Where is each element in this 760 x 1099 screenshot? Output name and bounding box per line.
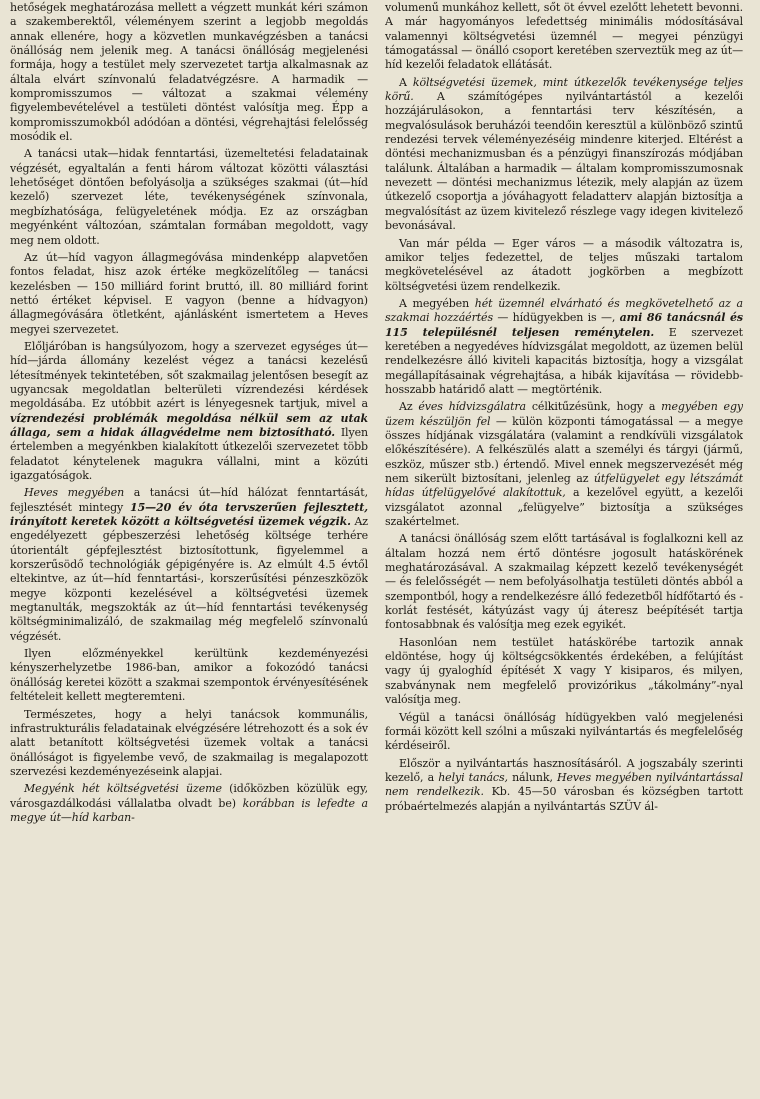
text-run: (időközben közülük egy, városgazdálkodási vállalatba olvadt be) — [10, 782, 368, 810]
text-run: vízrendezési problémák megoldása nélkül sem az utak állaga, sem a hidak állagvédelme nem biztosítható. — [10, 411, 368, 439]
text-run: A — [399, 75, 413, 89]
text-run: Megyénk hét költségvetési üzeme — [24, 782, 222, 796]
paragraph — [385, 1, 743, 73]
text-run: költségvetési üzemek, mint útkezelők tevékenysége teljes körű. — [385, 75, 743, 104]
paragraph — [385, 532, 743, 632]
paragraph — [385, 76, 743, 234]
text-run: Van már példa — Eger város — a második változatra is, amikor teljes fedezettel, de teljes műszaki tartalom megkövetelésével az átadott jogkörben a megbízott költségvetési üzem rendelkezik. — [385, 236, 743, 293]
text-run: Az engedélyezett gépbeszerzési lehetőség költsége terhére útorientált gépfejlesztést biztosítottunk, figyelemmel a korszerűsödő technológiák gépigényére is. Az elmúlt 4.5 évtől eltekintve, az út—híd fenntartási-, korszerűsítési pénzeszközök megye központi kezelésével a költségvetési üzemek megtanulták, megszokták az út—híd fenntartási tevékenység költségminimalizáló, de szakmailag még megfelelő színvonalú végzését. — [10, 515, 368, 643]
text-run: Ilyen értelemben a megyénkben kialakított útkezelői szervezetet több feladatot kénytelenek magukra vállalni, mint a közúti igazgatóságok. — [10, 425, 368, 482]
text-run: a tanácsi út—híd hálózat fenntartását, fejlesztését mintegy — [10, 486, 368, 514]
paragraph — [10, 647, 368, 704]
text-run: 15—20 év óta tervszerűen fejlesztett, irányított keretek között a költségvetési üzemek végzik. — [10, 500, 368, 529]
paragraph — [10, 340, 368, 483]
text-run: Ilyen előzményekkel kerültünk kezdeményezési kényszerhelyzetbe 1986-ban, amikor a fokozódó tanácsi önállóság keretei között a szakmai szempontok érvényesítésének feltételeit kellett megteremteni. — [10, 647, 368, 704]
text-run: a kezelővel együtt, a kezelői vizsgálatot azonnal „felügyelve” biztosítja a szükséges szakértelmet. — [385, 486, 743, 529]
text-run: Heves megyében nyilvántartással nem rendelkezik. — [385, 770, 743, 799]
text-run: Az út—híd vagyon állagmegóvása mindenképp alapvetően fontos feladat, hisz azok értéke megközelítőleg — tanácsi kezelésben — 150 milliárd forint bruttó, ill. 80 milliárd forint nettó értéket képvisel. E vagyon (benne a hídvagyon) állagmegóvására ötletként, ajánlásként ismertetem a Heves megyei szervezetet. — [10, 250, 368, 336]
paragraph — [10, 251, 368, 337]
paragraph — [385, 237, 743, 294]
text-run: Előljáróban is hangsúlyozom, hogy a szervezet egységes út—híd—járda állomány kezelést végez a tanácsi kezelésű létesítmények tekintetében, sőt szakmailag jelentősen besegít az ugyancsak megoldatlan belterületi vízrendezési kérdések megoldásába. Ez utóbbit azért is lényegesnek tartjuk, mivel a — [10, 339, 368, 411]
text-run: éves hídvizsgálatra — [418, 400, 527, 414]
text-run: hét üzemnél elvárható és megkövetelhető az a szakmai hozzáértés — [385, 296, 743, 325]
paragraph — [385, 757, 743, 814]
paragraph — [385, 711, 743, 754]
right-column — [385, 1, 743, 1099]
text-run: — külön központi támogatással — a megye összes hídjának vizsgálatára (valamint a rendkívüli vizsgálatok előkészítésére). A felkészülés alatt a személyi és tárgyi (jármű, eszköz, műszer stb.) értendő. Mivel ennek megszervezését még nem sikerült biztosítani, jelenleg az — [385, 414, 743, 485]
text-run: célkitűzésünk, hogy a — [526, 400, 662, 414]
text-run: A számítógépes nyilvántartástól a kezelői hozzájárulásokon, a fenntartási terv készítésén, a megvalósulások beruházói teendőin keresztül a különböző szintű rendezési tervek véleményezéséig mindenre kiterjed. Eltérést a döntési mechanizmusban és a pénzügyi finanszírozás módjában találunk. Általában a harmadik — általam kompromisszumosnak nevezett — döntési mechanizmus létezik, mely alapján az üzem útkezelő csoportja a jóváhagyott feladatterv alapján biztosítja a megvalósítást az üzem kivitelező részlege vagy idegen kivitelező bevonásával. — [385, 90, 743, 233]
text-run: korábban is lefedte a megye út—híd karban- — [10, 796, 368, 824]
text-run: helyi tanács, — [438, 770, 508, 784]
text-run: ami 86 tanácsnál és 115 településnél teljesen reménytelen. — [385, 311, 743, 339]
text-run: A megyében — [399, 296, 475, 310]
text-run: A tanácsi utak—hidak fenntartási, üzemeltetési feladatainak végzését, egyaltalán a fenti három változat közötti választási lehetőséget döntően befolyásolja a szükséges szakmai (út—híd kezelő) szervezet léte, tevékenységének színvonala, megbízhatósága, felügyeletének módja. Ez az országban megyénként változóan, számtalan formában megoldott, vagy meg nem oldott. — [10, 147, 368, 247]
paragraph — [385, 636, 743, 708]
left-column — [10, 1, 368, 1099]
text-run: E szervezet keretében a negyedéves hídvizsgálat megoldott, az üzemen belül rendelkezésre álló kiviteli kapacitás biztosítja, hogy a vizsgálat megállapításainak végrehajtása, a hibák kijavítása — rövidebb-hosszabb határidő alatt — megtörténik. — [385, 325, 743, 396]
text-run: Az — [399, 400, 419, 414]
paragraph — [10, 147, 368, 247]
text-run: volumenű munkához kellett, sőt öt évvel ezelőtt lehetett bevonni. A már hagyományos lefedettség minimális módosításával valamennyi költségvetési üzemnél — megyei pénzügyi támogatással — önálló csoport keretében szerveztük meg az út—híd kezelői feladatok ellátását. — [385, 1, 743, 72]
text-run: Kb. 45—50 városban és községben tartott próbaértelmezés alapján a nyilvántartás SZÜV ál- — [385, 785, 743, 813]
text-run: A tanácsi önállóság szem előtt tartásával is foglalkozni kell az általam hozzá nem értő döntésre jogosult hatáskörének meghatározásával. A szakmailag képzett kezelő tevékenységét — és felelősségét — nem befolyásolhatja testületi döntés abból a szempontból, hogy a rendelkezésre álló fedezetből hídfőtartó és -korlát festését, kátyúzást vagy új áteresz beépítését tartja fontosabbnak és valósítja meg ezek egyikét. — [385, 532, 743, 632]
text-run: Természetes, hogy a helyi tanácsok kommunális, infrastrukturális feladatainak elvégzésére létrehozott és a sok év alatt betanított költségvetési üzemek voltak a tanácsi önállóságot is figyelembe vevő, de szakmailag is megalapozott szervezési kezdeményezéseink alapjai. — [10, 707, 368, 778]
paragraph — [10, 1, 368, 144]
text-run: nálunk, — [507, 770, 558, 784]
paragraph — [385, 297, 743, 397]
paragraph — [10, 782, 368, 825]
text-run: Hasonlóan nem testület hatáskörébe tartozik annak eldöntése, hogy új költségcsökkentés érdekében, a felújítást vagy új gyaloghíd építését X vagy Y kisiparos, és milyen, szabványnak nem megfelelő provizórikus „tákolmány”-nyal valósítja meg. — [385, 635, 743, 707]
text-run: megyében egy üzem készüljön fel — [385, 400, 743, 428]
paragraph — [10, 486, 368, 644]
text-run: — hídügyekben is —, — [493, 311, 620, 325]
text-run: Heves megyében — [24, 486, 125, 500]
text-run: hetőségek meghatározása mellett a végzett munkát kéri számon a szakemberektől, véleményem szerint a legjobb megoldás annak ellenére, hogy a közvetlen munkavégzésben a tanácsi önállóság nem jelenik meg. A tanácsi önállóság megjelenési formája, hogy a testület mely szervezetet tartja alkalmasnak az általa elvárt színvonalú feladatvégzésre. A harmadik — kompromisszumos — változat a szakmai vélemény figyelembevételével a testületi döntést valósítja meg. Épp a kompromisszumokból adódóan a döntési, végrehajtási felelősség mosódik el. — [10, 1, 368, 144]
text-run: Először a nyilvántartás hasznosításáról. A jogszabály szerinti kezelő, a — [385, 756, 743, 784]
paragraph — [385, 400, 743, 529]
text-run: útfelügyelet egy létszámát hídas útfelügyelővé alakítottuk, — [385, 472, 743, 500]
text-run: Végül a tanácsi önállóság hídügyekben való megjelenési formái között kell szólni a műszaki nyilvántartás és megfelelőség kérdéseiről. — [385, 710, 743, 753]
paragraph — [10, 708, 368, 780]
